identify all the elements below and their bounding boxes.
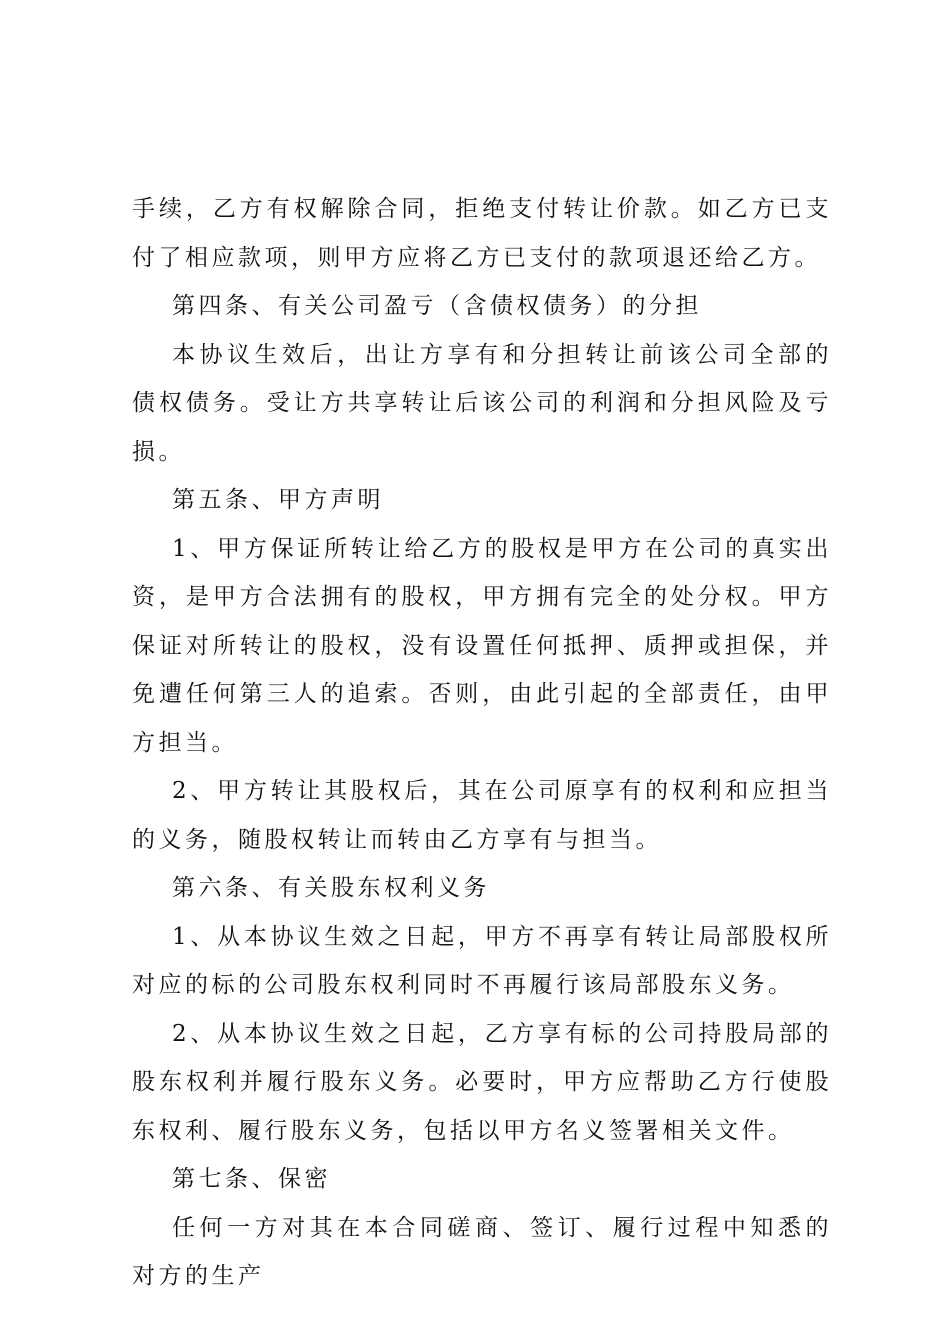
document-body bbox=[132, 185, 832, 1301]
paragraph-continuation: 手续，乙方有权解除合同，拒绝支付转让价款。如乙方已支付了相应款项，则甲方应将乙方已支付的款项退还给乙方。 bbox=[132, 196, 832, 271]
article-6-clause-2: 2、从本协议生效之日起，乙方享有标的公司持股局部的股东权利并履行股东义务。必要时，甲方应帮助乙方行使股东权利、履行股东义务，包括以甲方名义签署相关文件。 bbox=[132, 1020, 832, 1144]
article-5-heading: 第五条、甲方声明 bbox=[172, 487, 384, 513]
article-4-body: 本协议生效后，出让方享有和分担转让前该公司全部的债权债务。受让方共享转让后该公司的利润和分担风险及亏损。 bbox=[132, 341, 832, 465]
article-7-heading: 第七条、保密 bbox=[172, 1166, 331, 1192]
article-5-clause-1: 1、甲方保证所转让给乙方的股权是甲方在公司的真实出资，是甲方合法拥有的股权，甲方拥有完全的处分权。甲方保证对所转让的股权，没有设置任何抵押、质押或担保，并免遭任何第三人的追索。否则，由此引起的全部责任，由甲方担当。 bbox=[132, 535, 832, 756]
article-4-heading: 第四条、有关公司盈亏（含债权债务）的分担 bbox=[172, 293, 702, 319]
article-6-heading: 第六条、有关股东权利义务 bbox=[172, 875, 490, 901]
article-6-clause-1: 1、从本协议生效之日起，甲方不再享有转让局部股权所对应的标的公司股东权利同时不再履行该局部股东义务。 bbox=[132, 923, 832, 998]
article-5-clause-2: 2、甲方转让其股权后，其在公司原享有的权利和应担当的义务，随股权转让而转由乙方享有与担当。 bbox=[132, 778, 832, 853]
article-7-body: 任何一方对其在本合同磋商、签订、履行过程中知悉的对方的生产 bbox=[132, 1214, 832, 1289]
